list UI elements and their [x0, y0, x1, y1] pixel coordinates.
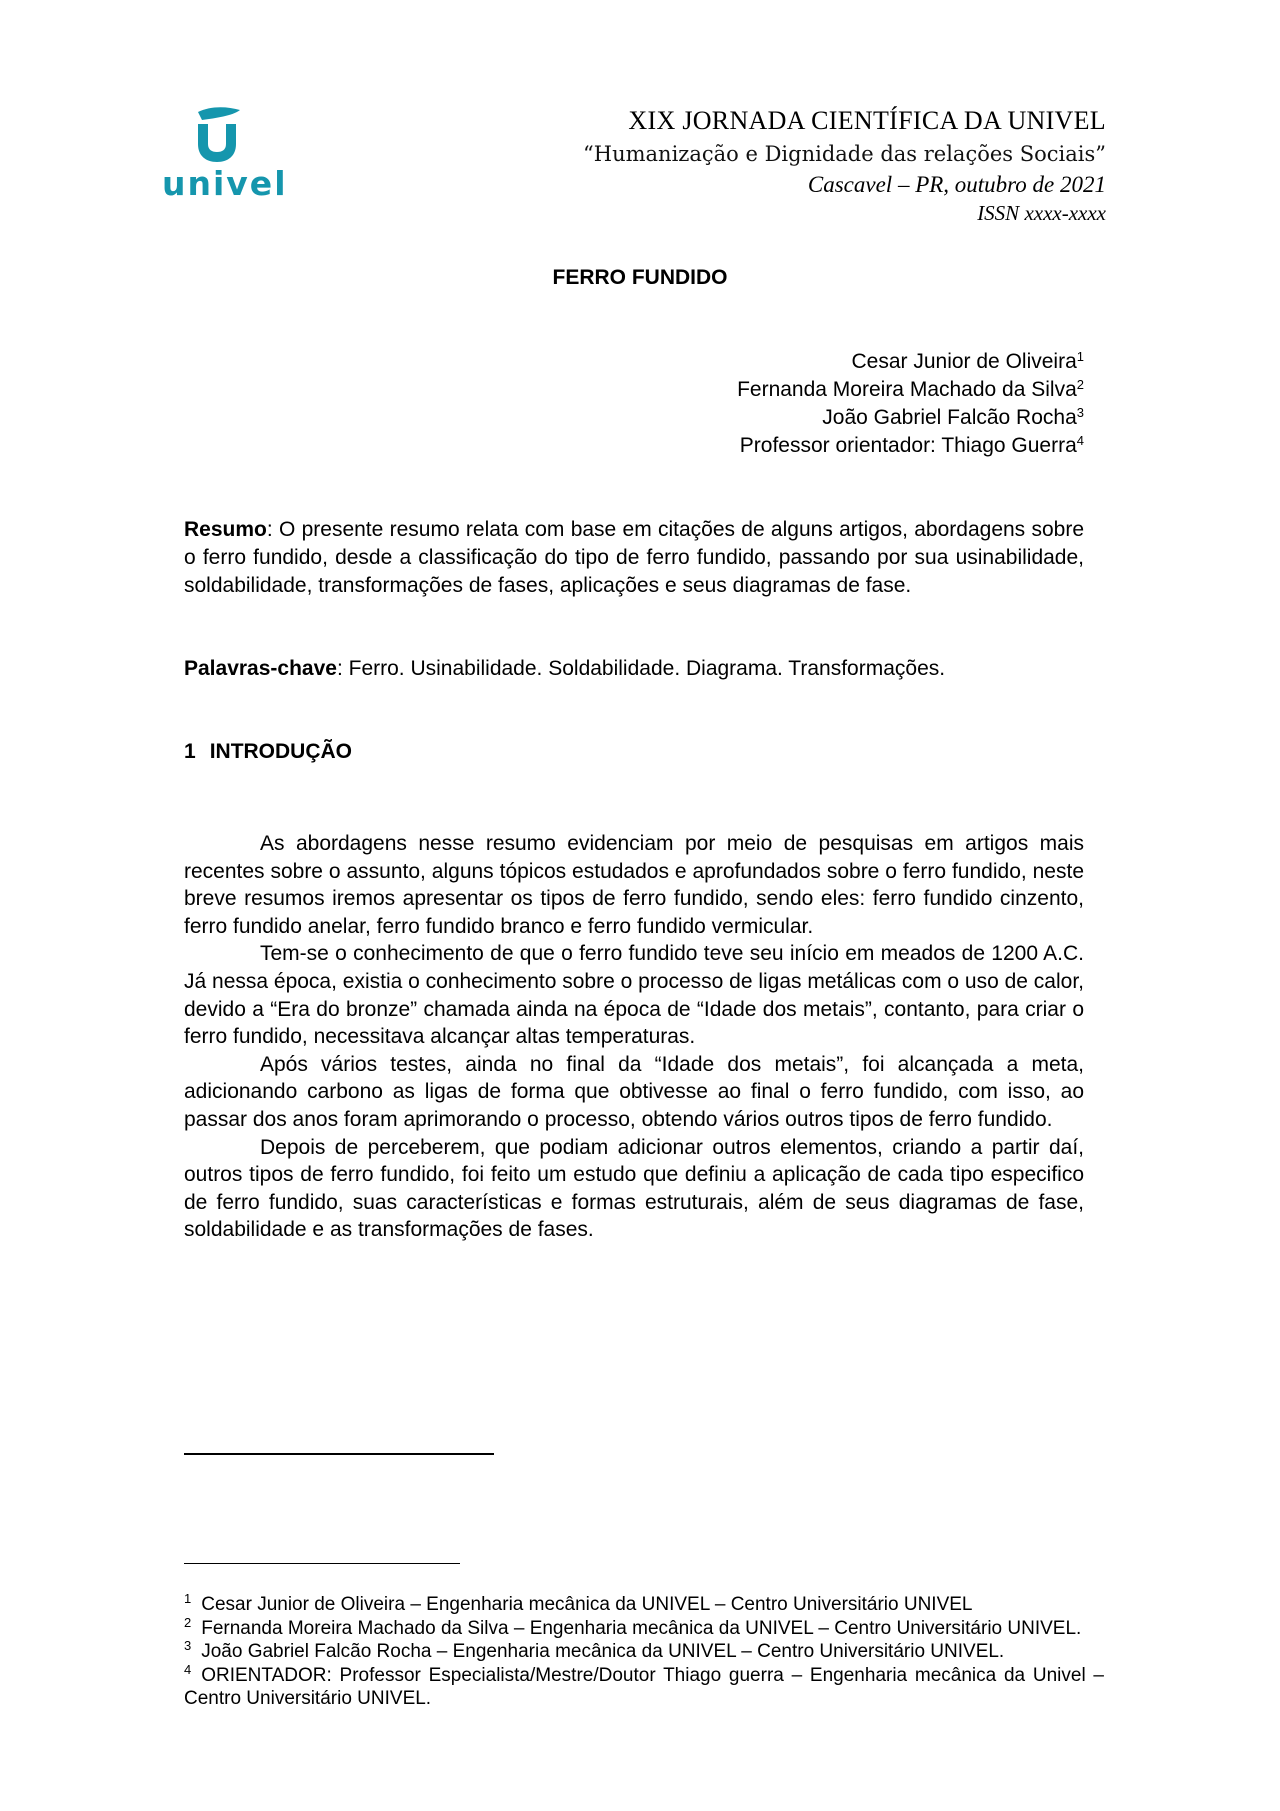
keywords: [184, 655, 1084, 683]
footnotes: [184, 1593, 1104, 1711]
keywords-text: : Ferro. Usinabilidade. Soldabilidade. Diagrama. Transformações.: [336, 657, 946, 680]
footnote-separator: [184, 1563, 460, 1564]
author-line: [737, 376, 1084, 404]
author-list: [737, 348, 1084, 460]
abstract-text: : O presente resumo relata com base em citações de alguns artigos, abordagens sobre o ferro fundido, desde a classificação do tipo de ferro fundido, passando por sua usinabilidade, soldabilidade, transformações de fases, aplicações e seus diagramas de fase.: [184, 518, 1084, 597]
footnote-mark: 4: [184, 1661, 192, 1677]
keywords-label: Palavras-chave: [184, 657, 337, 680]
author-line: [737, 432, 1084, 460]
footnote: [184, 1614, 1104, 1641]
author-footnote-mark: 1: [1076, 349, 1084, 364]
body-paragraph: Tem-se o conhecimento de que o ferro fundido teve seu início em meados de 1200 A.C. Já nessa época, existia o conhecimento sobre o processo de ligas metálicas com o uso de calor, devido a “Era do bronze” chamada ainda na época de “Idade dos metais”, contanto, para criar o ferro fundido, necessitava alcançar altas temperaturas.: [184, 942, 1084, 1049]
footnote-text: ORIENTADOR: Professor Especialista/Mestre/Doutor Thiago guerra – Engenharia mecânica da Univel – Centro Universitário UNIVEL.: [184, 1664, 1104, 1709]
body-paragraph: Após vários testes, ainda no final da “Idade dos metais”, foi alcançada a meta, adicionando carbono as ligas de forma que obtivesse ao final o ferro fundido, com isso, ao passar dos anos foram aprimorando o processo, obtendo vários outros tipos de ferro fundido.: [184, 1052, 1084, 1131]
author-footnote-mark: 4: [1076, 433, 1084, 448]
author-name: João Gabriel Falcão Rocha: [822, 406, 1077, 429]
author-name: Fernanda Moreira Machado da Silva: [737, 378, 1077, 401]
footnote: [184, 1661, 1104, 1711]
abstract: [184, 516, 1084, 600]
section-heading: [184, 740, 352, 764]
footnote-mark: 1: [184, 1591, 192, 1606]
univel-logo: [162, 106, 288, 206]
footnote-text: Cesar Junior de Oliveira – Engenharia mecânica da UNIVEL – Centro Universitário UNIVEL: [201, 1594, 973, 1615]
author-name: Cesar Junior de Oliveira: [851, 350, 1077, 373]
footnote-text: Fernanda Moreira Machado da Silva – Engenharia mecânica da UNIVEL – Centro Universitário UNIVEL.: [201, 1617, 1082, 1639]
separator-rule: [184, 1453, 494, 1455]
paper-title: FERRO FUNDIDO: [552, 266, 728, 289]
univel-emblem-icon: [192, 106, 242, 164]
event-issn: ISSN xxxx-xxxx: [977, 201, 1106, 225]
body-paragraph: As abordagens nesse resumo evidenciam por meio de pesquisas em artigos mais recentes sobre o assunto, alguns tópicos estudados e aprofundados sobre o ferro fundido, neste breve resumos iremos apresentar os tipos de ferro fundido, sendo eles: ferro fundido cinzento, ferro fundido anelar, ferro fundido branco e ferro fundido vermicular.: [184, 832, 1084, 938]
body-paragraph: Depois de perceberem, que podiam adicionar outros elementos, criando a partir daí, outros tipos de ferro fundido, foi feito um estudo que definiu a aplicação de cada tipo especifico de ferro fundido, suas características e formas estruturais, além de seus diagramas de fase, soldabilidade e as transformações de fases.: [184, 1135, 1084, 1242]
footnote: [184, 1593, 1104, 1617]
footnote-text: João Gabriel Falcão Rocha – Engenharia mecânica da UNIVEL – Centro Universitário UNIVEL.: [201, 1641, 1005, 1662]
author-line: [737, 348, 1084, 376]
section-body: [184, 830, 1084, 1244]
footnote: [184, 1640, 1104, 1664]
advisor-name: Professor orientador: Thiago Guerra: [739, 434, 1077, 457]
event-header: [583, 104, 1106, 226]
logo-wordmark: univel: [162, 164, 288, 203]
footnote-mark: 3: [184, 1638, 192, 1653]
event-theme: “Humanização e Dignidade das relações Sociais”: [583, 142, 1106, 166]
event-location-date: Cascavel – PR, outubro de 2021: [807, 172, 1106, 197]
event-title: XIX JORNADA CIENTÍFICA DA UNIVEL: [628, 106, 1106, 135]
section-title: INTRODUÇÃO: [209, 740, 353, 763]
author-line: [737, 404, 1084, 432]
abstract-label: Resumo: [184, 518, 267, 541]
section-number: 1: [184, 740, 196, 763]
author-footnote-mark: 3: [1076, 405, 1084, 420]
footnote-mark: 2: [184, 1614, 192, 1630]
author-footnote-mark: 2: [1076, 377, 1084, 392]
